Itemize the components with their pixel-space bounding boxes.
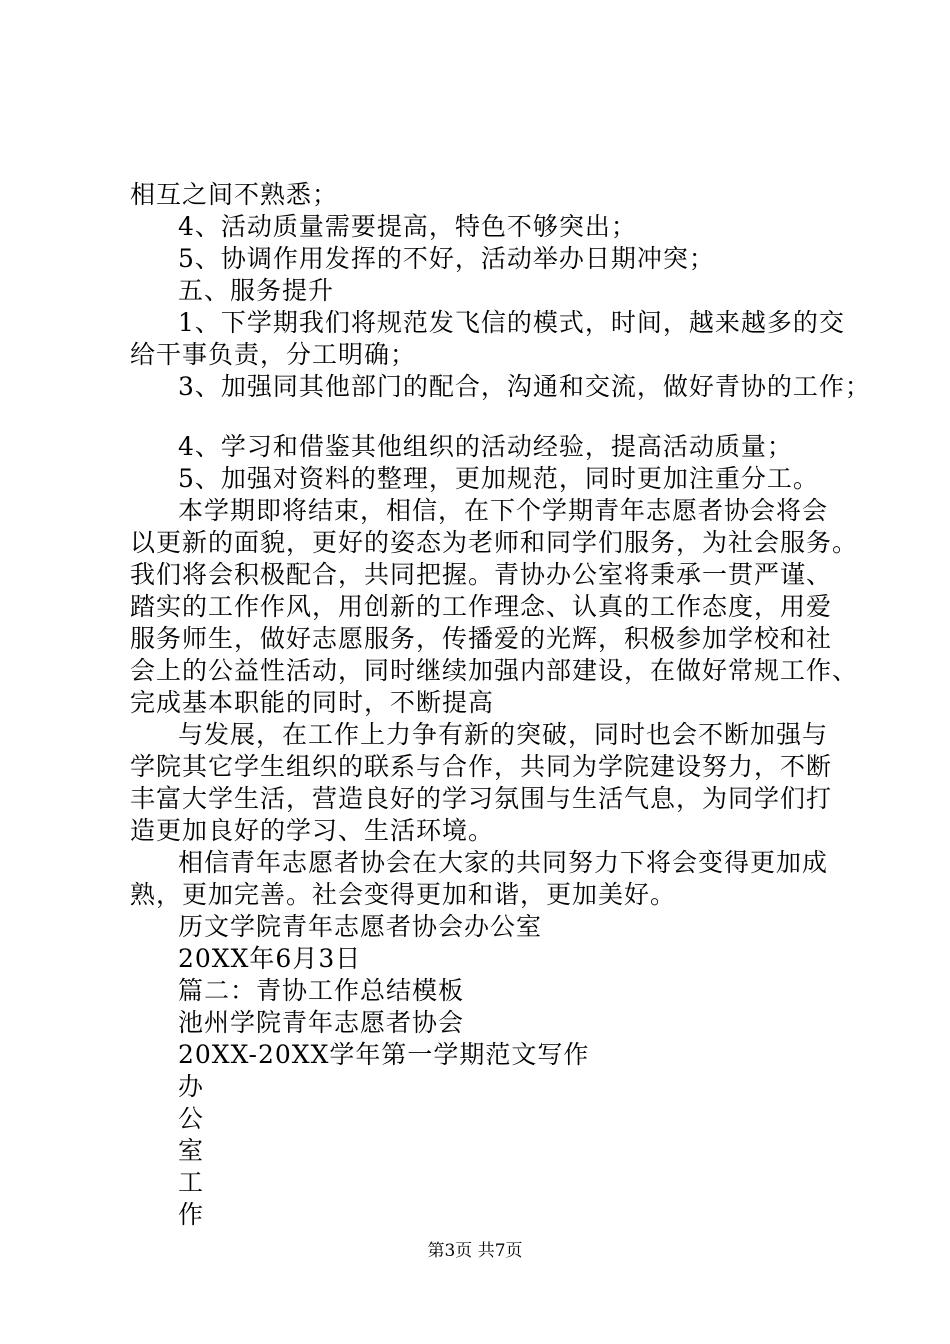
section-heading: 五、服务提升 bbox=[178, 276, 335, 305]
signature-date: 20XX年6月3日 bbox=[178, 944, 362, 973]
text-line: 熟，更加完善。社会变得更加和谐，更加美好。 bbox=[130, 880, 677, 909]
vertical-char: 工 bbox=[178, 1168, 205, 1197]
section-heading: 篇二：青协工作总结模板 bbox=[178, 976, 465, 1005]
text-line: 5、加强对资料的整理，更加规范，同时更加注重分工。 bbox=[178, 464, 819, 493]
text-line: 5、协调作用发挥的不好，活动举办日期冲突； bbox=[178, 244, 715, 273]
text-line: 4、学习和借鉴其他组织的活动经验，提高活动质量； bbox=[178, 432, 793, 461]
text-line: 会上的公益性活动，同时继续加强内部建设，在做好常规工作、 bbox=[130, 656, 859, 685]
text-line: 相互之间不熟悉； bbox=[130, 180, 339, 209]
vertical-char: 作 bbox=[178, 1200, 205, 1229]
text-line: 我们将会积极配合，共同把握。青协办公室将秉承一贯严谨、 bbox=[130, 560, 833, 589]
text-line: 池州学院青年志愿者协会 bbox=[178, 1008, 465, 1037]
vertical-char: 办 bbox=[178, 1072, 205, 1101]
text-line: 完成基本职能的同时，不断提高 bbox=[130, 688, 495, 717]
text-line: 3、加强同其他部门的配合，沟通和交流，做好青协的工作； bbox=[178, 372, 871, 401]
signature-org: 历文学院青年志愿者协会办公室 bbox=[178, 912, 543, 941]
text-line: 与发展，在工作上力争有新的突破，同时也会不断加强与 bbox=[178, 720, 829, 749]
text-line: 1、下学期我们将规范发飞信的模式，时间，越来越多的交 bbox=[178, 308, 845, 337]
text-line: 服务师生，做好志愿服务，传播爱的光辉，积极参加学校和社 bbox=[130, 624, 833, 653]
vertical-char: 室 bbox=[178, 1136, 205, 1165]
text-line: 4、活动质量需要提高，特色不够突出； bbox=[178, 212, 637, 241]
vertical-char: 公 bbox=[178, 1104, 205, 1133]
text-line: 丰富大学生活，营造良好的学习氛围与生活气息，为同学们打 bbox=[130, 784, 833, 813]
text-line: 踏实的工作作风，用创新的工作理念、认真的工作态度，用爱 bbox=[130, 592, 833, 621]
text-line: 给干事负责，分工明确； bbox=[130, 340, 417, 369]
text-line: 造更加良好的学习、生活环境。 bbox=[130, 816, 495, 845]
page-footer: 第3页 共7页 bbox=[427, 1241, 523, 1261]
text-line: 学院其它学生组织的联系与合作，共同为学院建设努力，不断 bbox=[130, 752, 833, 781]
text-line: 本学期即将结束，相信，在下个学期青年志愿者协会将会 bbox=[178, 496, 829, 525]
text-line: 20XX-20XX学年第一学期范文写作 bbox=[178, 1040, 590, 1069]
text-line: 以更新的面貌，更好的姿态为老师和同学们服务，为社会服务。 bbox=[130, 528, 859, 557]
text-line: 相信青年志愿者协会在大家的共同努力下将会变得更加成 bbox=[178, 848, 829, 877]
